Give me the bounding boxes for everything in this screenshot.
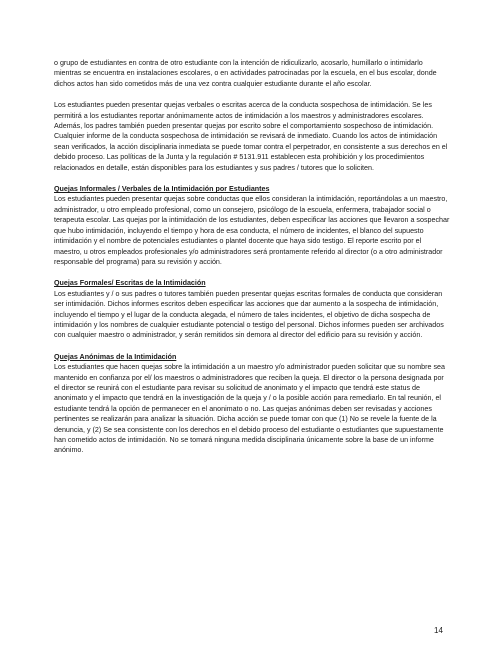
section-anonymous-complaints bbox=[54, 352, 450, 456]
section-heading: Quejas Formales/ Escritas de la Intimidación bbox=[54, 279, 206, 288]
section-body: Los estudiantes pueden presentar quejas sobre conductas que ellos consideran la intimidación, reportándolas a un maestro, administrador, u otro empleado profesional, como un consejero, psicólogo de la escuela, enfermera, trabajador social o terapeuta escolar. Las quejas por la intimidación de los estudiantes, deben especificar las acciones que llevaron a sospechar que hubo intimidación, incluyendo el tiempo y hora de esa conducta, el número de incidentes, el blanco del supuesto intimidación y el nombre de potenciales estudiantes o plantel docente que haya sido testigo. El reporte escrito por el maestro, u otros empleados profesionales y/o administradores será prontamente referido al director (o a otro administrador responsable del programa) para su revisión y acción. bbox=[54, 195, 450, 266]
section-heading: Quejas Informales / Verbales de la Intimidación por Estudiantes bbox=[54, 185, 270, 194]
section-informal-complaints bbox=[54, 184, 450, 267]
section-body: Los estudiantes y / o sus padres o tutores también pueden presentar quejas escritas formales de conducta que consideran ser intimidación. Dichos informes escritos deben especificar las acciones que dar aumento a la sospecha de intimidación, incluyendo el tiempo y el lugar de la conducta alegada, el número de tales incidentes, el objetivo de dicha sospecha de intimidación y los nombres de cualquier estudiante potencial o testigo del personal. Dichos informes pueden ser archivados con cualquier maestro o administrador, y serán remitidos sin demora al director del edificio para su revisión y acción. bbox=[54, 289, 444, 340]
document-page bbox=[54, 58, 450, 467]
page-number: 14 bbox=[434, 626, 443, 635]
reporting-paragraph: Los estudiantes pueden presentar quejas verbales o escritas acerca de la conducta sospechosa de intimidación. Se les permitirá a los estudiantes reportar anónimamente actos de intimidación a los maestros y administradores escolares. Además, los padres también pueden presentar quejas por escrito sobre el comportamiento sospechoso de intimidación. Cualquier informe de la conducta sospechosa de intimidación se revisará de inmediato. Cuando los actos de intimidación sean verificados, la acción disciplinaria inmediata se puede tomar contra el perpetrador, en consistente a sus derechos en el debido proceso. Las políticas de la Junta y la regulación # 5131.911 establecen esta prohibición y los procedimientos relacionados en detalle, están disponibles para los estudiantes y sus padres / tutores que lo soliciten. bbox=[54, 101, 448, 172]
section-heading: Quejas Anónimas de la Intimidación bbox=[54, 352, 177, 361]
intro-paragraph: o grupo de estudiantes en contra de otro estudiante con la intención de ridiculizarlo, acosarlo, humillarlo o intimidarlo mientras se encuentra en instalaciones escolares, o en actividades patrocinadas por la escuela, en el bus escolar, donde dichos actos han sido cometidos más de una vez contra cualquier estudiante durante el año escolar. bbox=[54, 59, 437, 88]
section-body: Los estudiantes que hacen quejas sobre la intimidación a un maestro y/o administrador pueden solicitar que su nombre sea mantenido en confianza por el/ los maestros o administradores que reciben la queja. El director o la persona designada por el director se reunirá con el estudiante para revisar su solicitud de anonimato y el impacto que tendrá este status de anonimato y el impacto que tendrá en la investigación de la queja y / o la posible acción para remediarlo. En tal reunión, el estudiante tendrá la opción de permanecer en el anonimato o no. Las quejas anónimas deben ser revisadas y acciones pertinentes se realizarán para analizar la situación. Dicha acción se puede tomar con que (1) No se revele la fuente de la denuncia, y (2) Se sea consistente con los derechos en el debido proceso del estudiante o estudiantes que supuestamente han cometido actos de intimidación. No se tomará ninguna medida disciplinaria únicamente sobre la base de un informe anónimo. bbox=[54, 363, 445, 455]
section-formal-complaints bbox=[54, 278, 450, 340]
